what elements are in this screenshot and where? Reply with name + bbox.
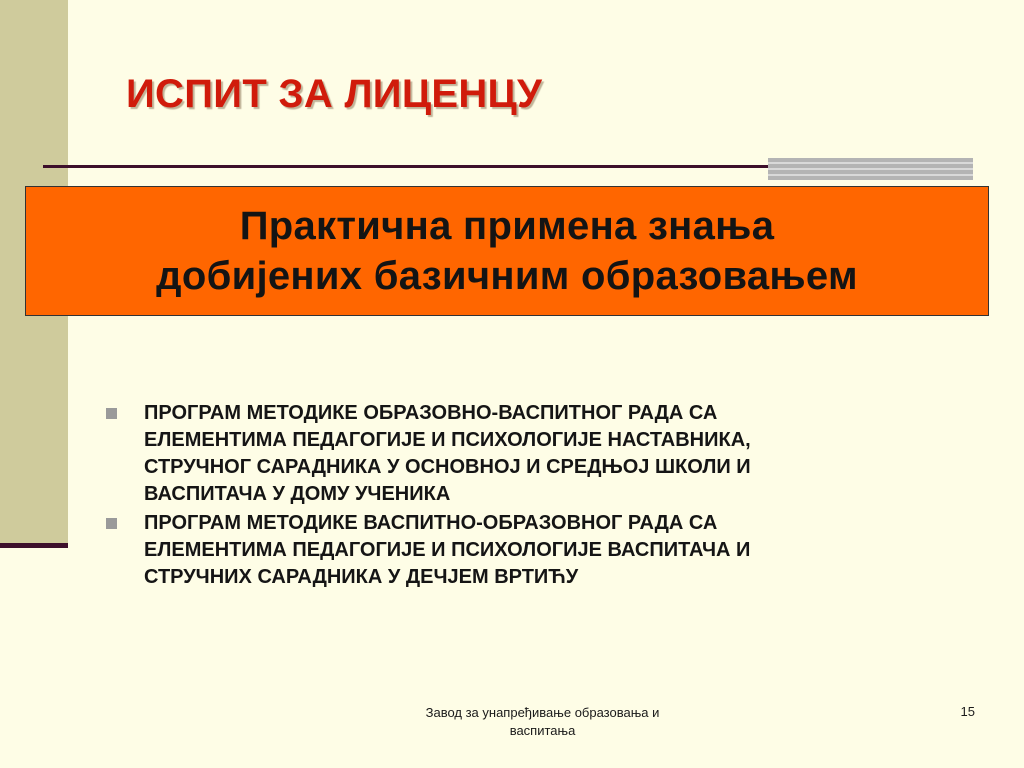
bullet-line: ПРОГРАМ МЕТОДИКЕ ВАСПИТНО-ОБРАЗОВНОГ РАДА СА [144,512,718,534]
footer-line-2: васпитања [509,723,576,738]
footer-organization [380,704,705,740]
decorative-grey-bar [768,158,973,180]
bullet-item [106,510,956,591]
page-number: 15 [960,704,975,719]
slide-title: ИСПИТ ЗА ЛИЦЕНЦУ [126,72,543,116]
gray-square-bullet-icon [106,518,117,529]
bullet-line: СТРУЧНОГ САРАДНИКА У ОСНОВНОЈ И СРЕДЊОЈ ШКОЛИ И [144,456,751,478]
highlight-line-2: добијених базичним образовањем [156,254,858,298]
footer-line-1: Завод за унапређивање образовања и [425,705,660,720]
bullet-line: ЕЛЕМЕНТИМА ПЕДАГОГИЈЕ И ПСИХОЛОГИЈЕ НАСТАВНИКА, [144,429,751,451]
gray-square-bullet-icon [106,408,117,419]
bullet-list [106,400,956,593]
bullet-line: ПРОГРАМ МЕТОДИКЕ ОБРАЗОВНО-ВАСПИТНОГ РАДА СА [144,402,718,424]
bullet-item [106,400,956,508]
bullet-line: ЕЛЕМЕНТИМА ПЕДАГОГИЈЕ И ПСИХОЛОГИЈЕ ВАСПИТАЧА И [144,539,751,561]
highlight-line-1: Практична примена знања [239,204,775,248]
bullet-line: СТРУЧНИХ САРАДНИКА У ДЕЧЈЕМ ВРТИЋУ [144,566,579,588]
left-accent-line [0,543,68,548]
bullet-line: ВАСПИТАЧА У ДОМУ УЧЕНИКА [144,483,451,505]
highlight-box [25,186,989,316]
